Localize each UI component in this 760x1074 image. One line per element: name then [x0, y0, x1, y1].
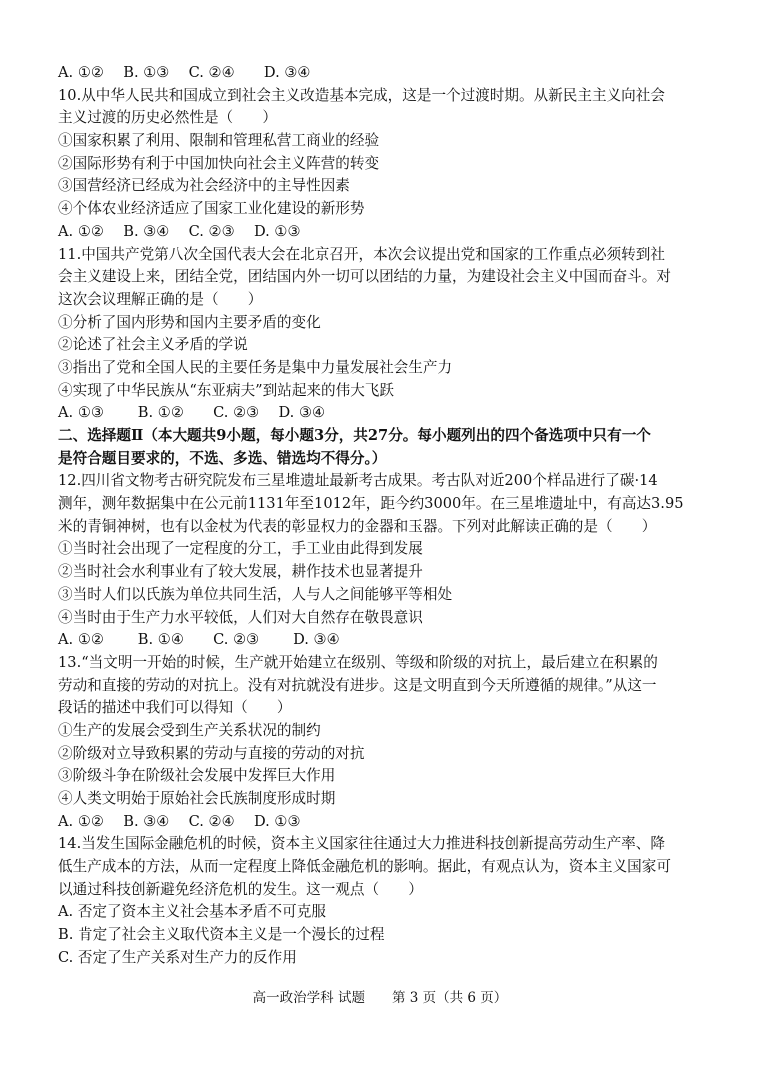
q10-item-4: ④个体农业经济适应了国家工业化建设的新形势 [58, 200, 365, 218]
q12-options: A. ①② B. ①④ C. ②③ D. ③④ [58, 631, 340, 649]
q11-item-2: ②论述了社会主义矛盾的学说 [58, 336, 248, 354]
q12-stem-line1: 12.四川省文物考古研究院发布三星堆遗址最新考古成果。考古队对近200个样品进行了碳·14 [58, 472, 658, 490]
q12-item-2: ②当时社会水利事业有了较大发展，耕作技术也显著提升 [58, 563, 423, 581]
q10-item-3: ③国营经济已经成为社会经济中的主导性因素 [58, 177, 350, 195]
q11-stem-line1: 11.中国共产党第八次全国代表大会在北京召开，本次会议提出党和国家的工作重点必须转到社 [58, 245, 665, 263]
q13-options: A. ①② B. ③④ C. ②④ D. ①③ [58, 812, 301, 830]
q10-stem-line1: 10.从中华人民共和国成立到社会主义改造基本完成，这是一个过渡时期。从新民主主义向社会 [58, 86, 665, 104]
q10-item-1: ①国家积累了利用、限制和管理私营工商业的经验 [58, 132, 380, 150]
q10-options: A. ①② B. ③④ C. ②③ D. ①③ [58, 222, 301, 240]
q12-stem-line3: 米的青铜神树，也有以金杖为代表的彰显权力的金器和玉器。下列对此解读正确的是（ ） [58, 517, 657, 535]
q9-options: A. ①② B. ①③ C. ②④ D. ③④ [58, 64, 311, 81]
q13-stem-line3: 段话的描述中我们可以得知（ ） [58, 699, 292, 717]
q11-item-3: ③指出了党和全国人民的主要任务是集中力量发展社会生产力 [58, 358, 453, 376]
q12-stem-line2: 测年，测年数据集中在公元前1131年至1012年，距今约3000年。在三星堆遗址中，有高达3.95 [58, 495, 684, 513]
q14-option-b: B. 肯定了社会主义取代资本主义是一个漫长的过程 [58, 926, 385, 944]
page-footer: 高一政治学科 试题 第 3 页（共 6 页） [252, 990, 508, 1006]
q13-item-2: ②阶级对立导致积累的劳动与直接的劳动的对抗 [58, 744, 365, 762]
q14-stem-line3: 以通过科技创新避免经济危机的发生。这一观点（ ） [58, 880, 423, 898]
q11-item-1: ①分析了国内形势和国内主要矛盾的变化 [58, 313, 321, 331]
q14-option-a: A. 否定了资本主义社会基本矛盾不可克服 [58, 903, 326, 921]
q10-stem-line2: 主义过渡的历史必然性是（ ） [58, 109, 277, 127]
q10-item-2: ②国际形势有利于中国加快向社会主义阵营的转变 [58, 154, 380, 172]
q13-stem-line1: 13.“当文明一开始的时候，生产就开始建立在级别、等级和阶级的对抗上，最后建立在积累的 [58, 653, 658, 671]
q13-item-3: ③阶级斗争在阶级社会发展中发挥巨大作用 [58, 767, 336, 785]
q14-option-c: C. 否定了生产关系对生产力的反作用 [58, 948, 297, 966]
q13-stem-line2: 劳动和直接的劳动的对抗上。没有对抗就没有进步。这是文明直到今天所遵循的规律。”从这一 [58, 676, 657, 694]
exam-page [58, 62, 708, 970]
q11-item-4: ④实现了中华民族从“东亚病夫”到站起来的伟大飞跃 [58, 381, 394, 399]
q12-item-3: ③当时人们以氏族为单位共同生活，人与人之间能够平等相处 [58, 585, 453, 603]
q11-stem-line2: 会主义建设上来，团结全党，团结国内外一切可以团结的力量，为建设社会主义中国而奋斗。对 [58, 268, 671, 286]
section-heading-line2: 是符合题目要求的，不选、多选、错选均不得分。） [58, 449, 387, 467]
q13-item-1: ①生产的发展会受到生产关系状况的制约 [58, 721, 321, 739]
q12-item-1: ①当时社会出现了一定程度的分工，手工业由此得到发展 [58, 540, 423, 558]
q14-stem-line1: 14.当发生国际金融危机的时候，资本主义国家往往通过大力推进科技创新提高劳动生产率、降 [58, 835, 665, 853]
q12-item-4: ④当时由于生产力水平较低，人们对大自然存在敬畏意识 [58, 608, 423, 626]
q13-item-4: ④人类文明始于原始社会氏族制度形成时期 [58, 790, 336, 807]
q11-options: A. ①③ B. ①② C. ②③ D. ③④ [58, 404, 326, 422]
section-heading-line1: 二、选择题Ⅱ（本大题共9小题，每小题3分，共27分。每小题列出的四个备选项中只有一个 [58, 427, 651, 444]
q14-stem-line2: 低生产成本的方法，从而一定程度上降低金融危机的影响。据此，有观点认为，资本主义国家可 [58, 858, 671, 876]
q11-stem-line3: 这次会议理解正确的是（ ） [58, 290, 263, 308]
